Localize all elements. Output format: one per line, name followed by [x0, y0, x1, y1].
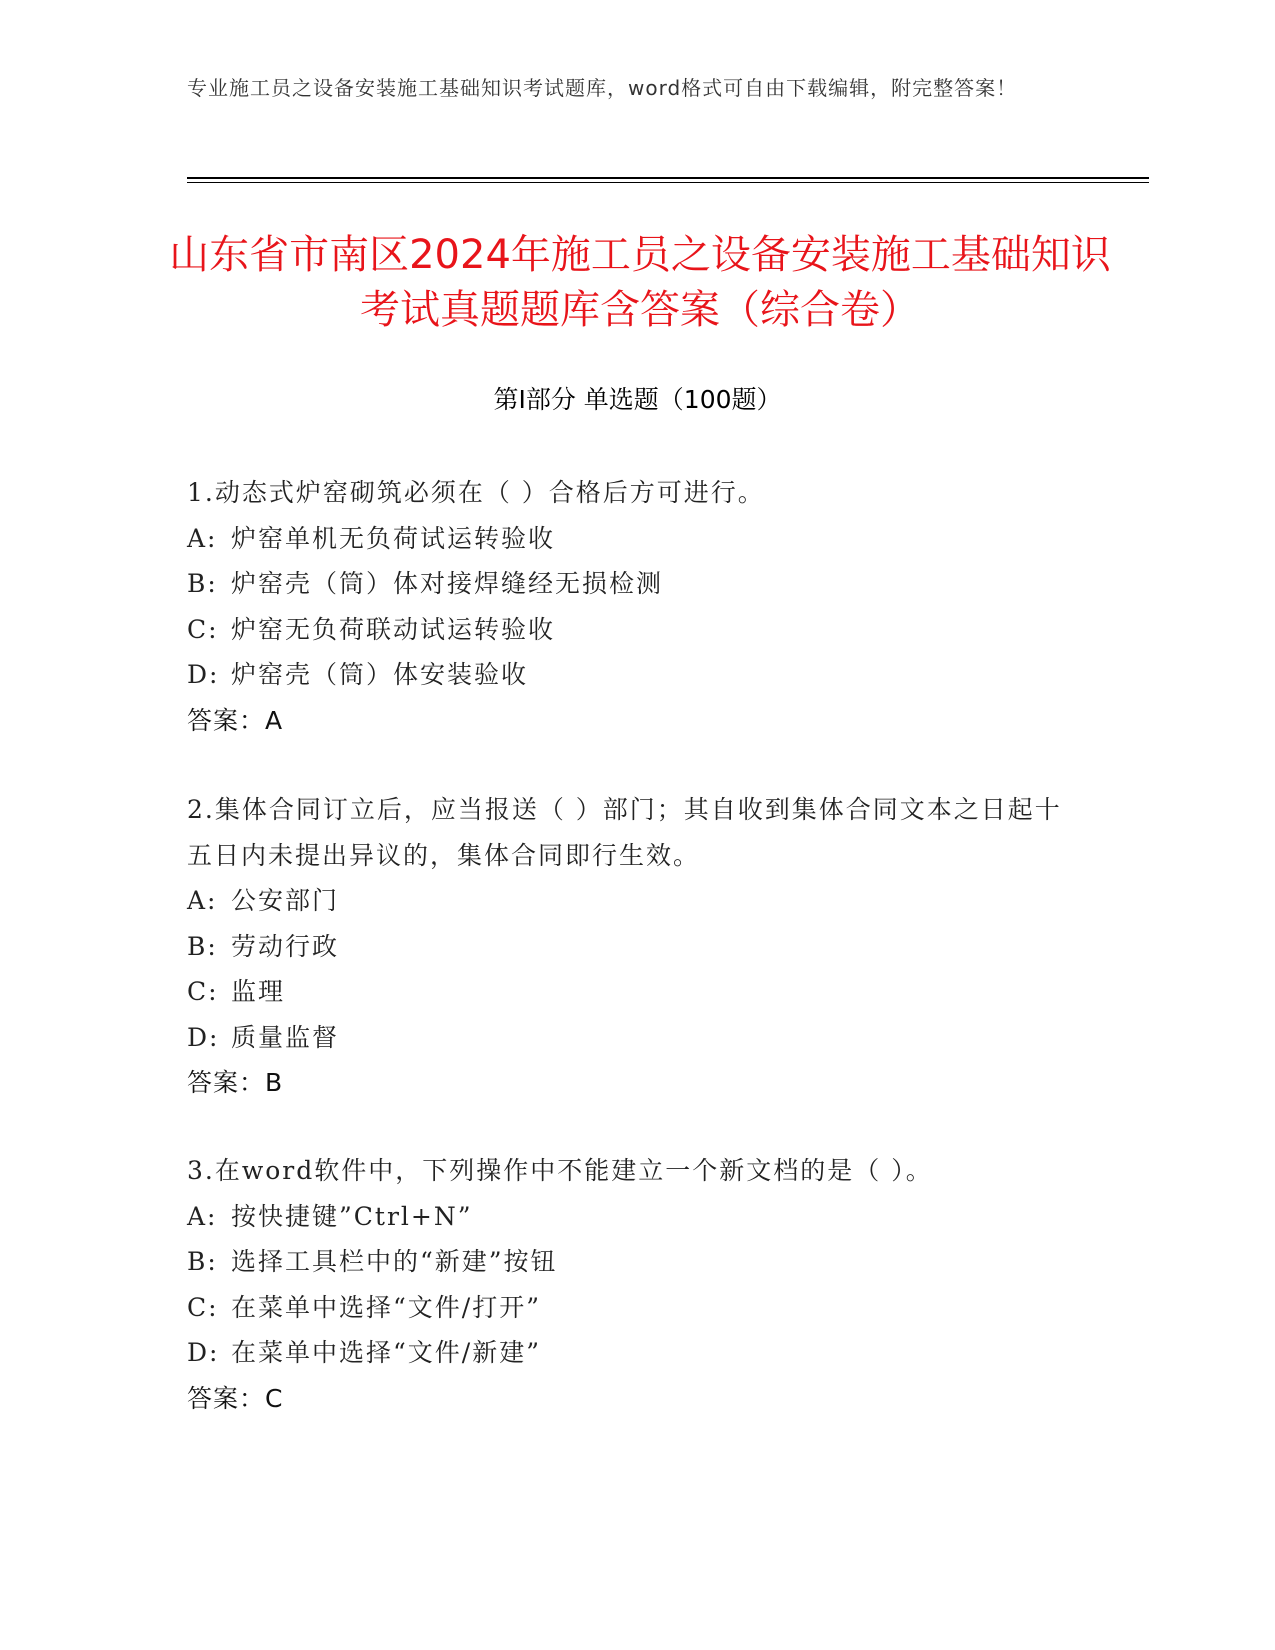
option-letter: C:	[187, 614, 219, 644]
option-c	[187, 607, 1087, 653]
option-text: 在菜单中选择“文件/打开”	[231, 1292, 541, 1322]
option-letter: D:	[187, 660, 220, 689]
option-text: 公安部门	[231, 886, 340, 915]
option-letter: D:	[187, 1022, 220, 1052]
question-stem: 1.动态式炉窑砌筑必须在（ ）合格后方可进行。	[187, 478, 765, 507]
option-letter: B:	[187, 931, 218, 961]
option-letter: C:	[187, 977, 219, 1006]
option-b	[187, 924, 1087, 970]
option-letter: A:	[187, 886, 218, 915]
document-title: 山东省市南区2024年施工员之设备安装施工基础知识考试真题题库含答案（综合卷）	[169, 232, 1111, 333]
answer: 答案：C	[187, 1383, 284, 1413]
option-a	[187, 1194, 1087, 1240]
header-note: 专业施工员之设备安装施工基础知识考试题库，word格式可自由下载编辑，附完整答案！	[187, 76, 1018, 100]
option-letter: B:	[187, 569, 218, 598]
option-letter: A:	[187, 1201, 218, 1231]
option-letter: B:	[187, 1247, 218, 1276]
option-text: 劳动行政	[231, 931, 340, 961]
option-text: 质量监督	[231, 1022, 340, 1052]
option-text: 炉窑壳（筒）体安装验收	[231, 660, 529, 689]
answer: 答案：A	[187, 705, 284, 735]
question-2	[187, 787, 1087, 1106]
option-c	[187, 969, 1087, 1015]
option-b	[187, 561, 1087, 607]
option-letter: D:	[187, 1338, 220, 1367]
option-text: 选择工具栏中的“新建”按钮	[231, 1247, 558, 1276]
option-d	[187, 652, 1087, 698]
question-3	[187, 1148, 1087, 1421]
section-heading: 第Ⅰ部分 单选题（100题）	[493, 385, 782, 414]
option-a	[187, 516, 1087, 562]
option-a	[187, 878, 1087, 924]
option-text: 炉窑壳（筒）体对接焊缝经无损检测	[231, 569, 664, 598]
option-text: 在菜单中选择“文件/新建”	[231, 1338, 541, 1367]
header-rule-thin	[187, 182, 1149, 183]
question-stem: 3.在word软件中，下列操作中不能建立一个新文档的是（ ）。	[187, 1156, 933, 1185]
option-letter: A:	[187, 523, 218, 553]
header-rule-thick	[187, 177, 1149, 179]
option-b	[187, 1239, 1087, 1285]
option-d	[187, 1015, 1087, 1061]
question-1	[187, 470, 1087, 743]
option-letter: C:	[187, 1292, 219, 1322]
option-d	[187, 1330, 1087, 1376]
question-stem: 2.集体合同订立后，应当报送（ ）部门；其自收到集体合同文本之日起十五日内未提出异议的，集体合同即行生效。	[187, 795, 1062, 870]
option-text: 炉窑无负荷联动试运转验收	[231, 614, 556, 644]
option-text: 监理	[231, 977, 286, 1006]
option-text: 炉窑单机无负荷试运转验收	[231, 523, 556, 553]
answer: 答案：B	[187, 1068, 284, 1097]
option-c	[187, 1285, 1087, 1331]
option-text: 按快捷键”Ctrl+N”	[231, 1201, 473, 1231]
